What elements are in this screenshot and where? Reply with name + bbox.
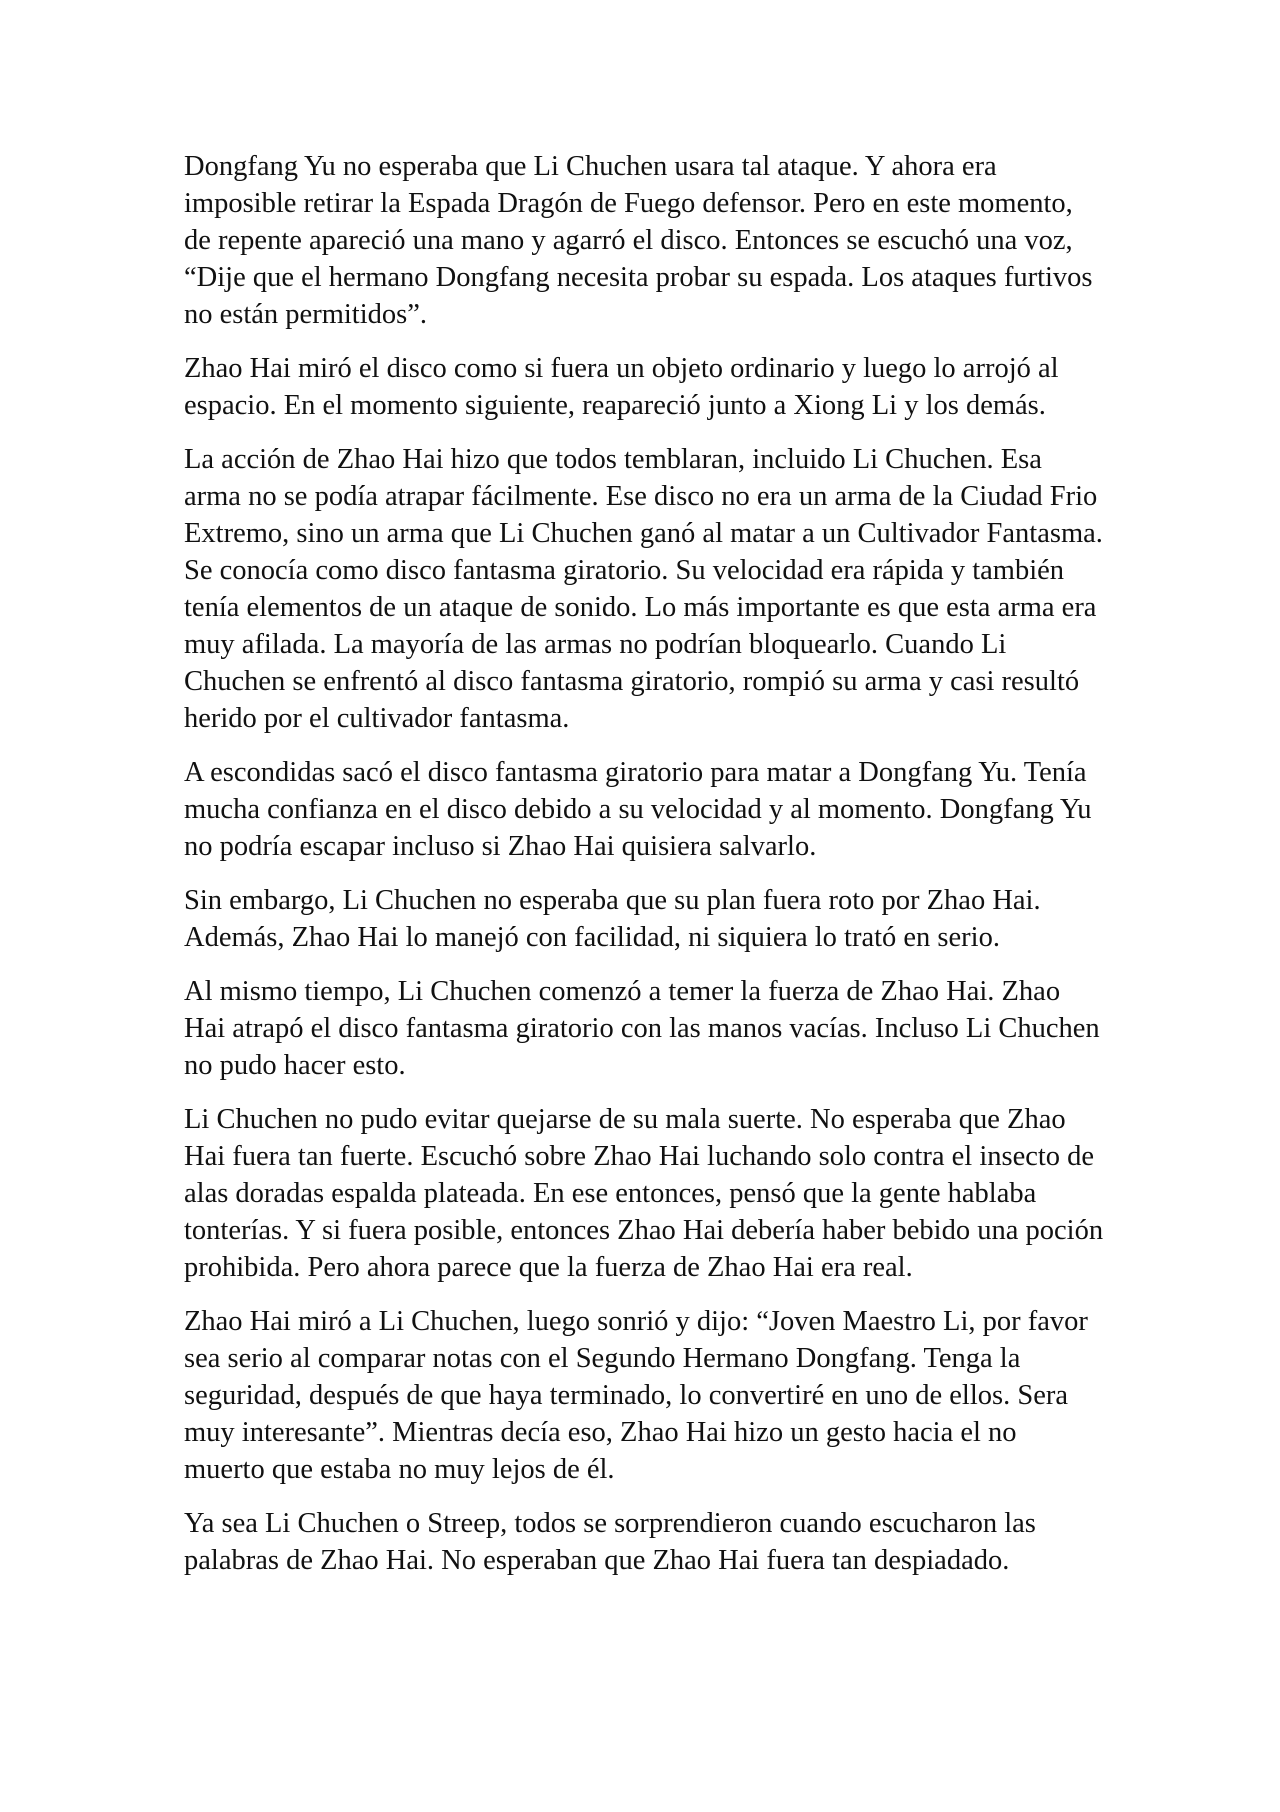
- paragraph-5: Sin embargo, Li Chuchen no esperaba que su plan fuera roto por Zhao Hai. Además, Zhao Hai lo manejó con facilidad, ni siquiera lo trató en serio.: [184, 885, 1041, 953]
- paragraph-4: A escondidas sacó el disco fantasma giratorio para matar a Dongfang Yu. Tenía mucha confianza en el disco debido a su velocidad y al momento. Dongfang Yu no podría escapar incluso si Zhao Hai quisiera salvarlo.: [184, 757, 1092, 862]
- paragraph-1: Dongfang Yu no esperaba que Li Chuchen usara tal ataque. Y ahora era imposible retirar la Espada Dragón de Fuego defensor. Pero en este momento, de repente apareció una mano y agarró el disco. Entonces se escuchó una voz, “Dije que el hermano Dongfang necesita probar su espada. Los ataques furtivos no están permitidos”.: [184, 151, 1093, 330]
- paragraph-3: La acción de Zhao Hai hizo que todos temblaran, incluido Li Chuchen. Esa arma no se podía atrapar fácilmente. Ese disco no era un arma de la Ciudad Frio Extremo, sino un arma que Li Chuchen ganó al matar a un Cultivador Fantasma. Se conocía como disco fantasma giratorio. Su velocidad era rápida y también tenía elementos de un ataque de sonido. Lo más importante es que esta arma era muy afilada. La mayoría de las armas no podrían bloquearlo. Cuando Li Chuchen se enfrentó al disco fantasma giratorio, rompió su arma y casi resultó herido por el cultivador fantasma.: [184, 444, 1103, 734]
- paragraph-2: Zhao Hai miró el disco como si fuera un objeto ordinario y luego lo arrojó al espacio. En el momento siguiente, reapareció junto a Xiong Li y los demás.: [184, 353, 1059, 421]
- paragraph-9: Ya sea Li Chuchen o Streep, todos se sorprendieron cuando escucharon las palabras de Zhao Hai. No esperaban que Zhao Hai fuera tan despiadado.: [184, 1508, 1036, 1576]
- paragraph-7: Li Chuchen no pudo evitar quejarse de su mala suerte. No esperaba que Zhao Hai fuera tan fuerte. Escuchó sobre Zhao Hai luchando solo contra el insecto de alas doradas espalda plateada. En ese entonces, pensó que la gente hablaba tonterías. Y si fuera posible, entonces Zhao Hai debería haber bebido una poción prohibida. Pero ahora parece que la fuerza de Zhao Hai era real.: [184, 1104, 1104, 1283]
- body-text: [184, 148, 1104, 1596]
- paragraph-6: Al mismo tiempo, Li Chuchen comenzó a temer la fuerza de Zhao Hai. Zhao Hai atrapó el disco fantasma giratorio con las manos vacías. Incluso Li Chuchen no pudo hacer esto.: [184, 976, 1100, 1081]
- paragraph-8: Zhao Hai miró a Li Chuchen, luego sonrió y dijo: “Joven Maestro Li, por favor sea serio al comparar notas con el Segundo Hermano Dongfang. Tenga la seguridad, después de que haya terminado, lo convertiré en uno de ellos. Sera muy interesante”. Mientras decía eso, Zhao Hai hizo un gesto hacia el no muerto que estaba no muy lejos de él.: [184, 1306, 1088, 1485]
